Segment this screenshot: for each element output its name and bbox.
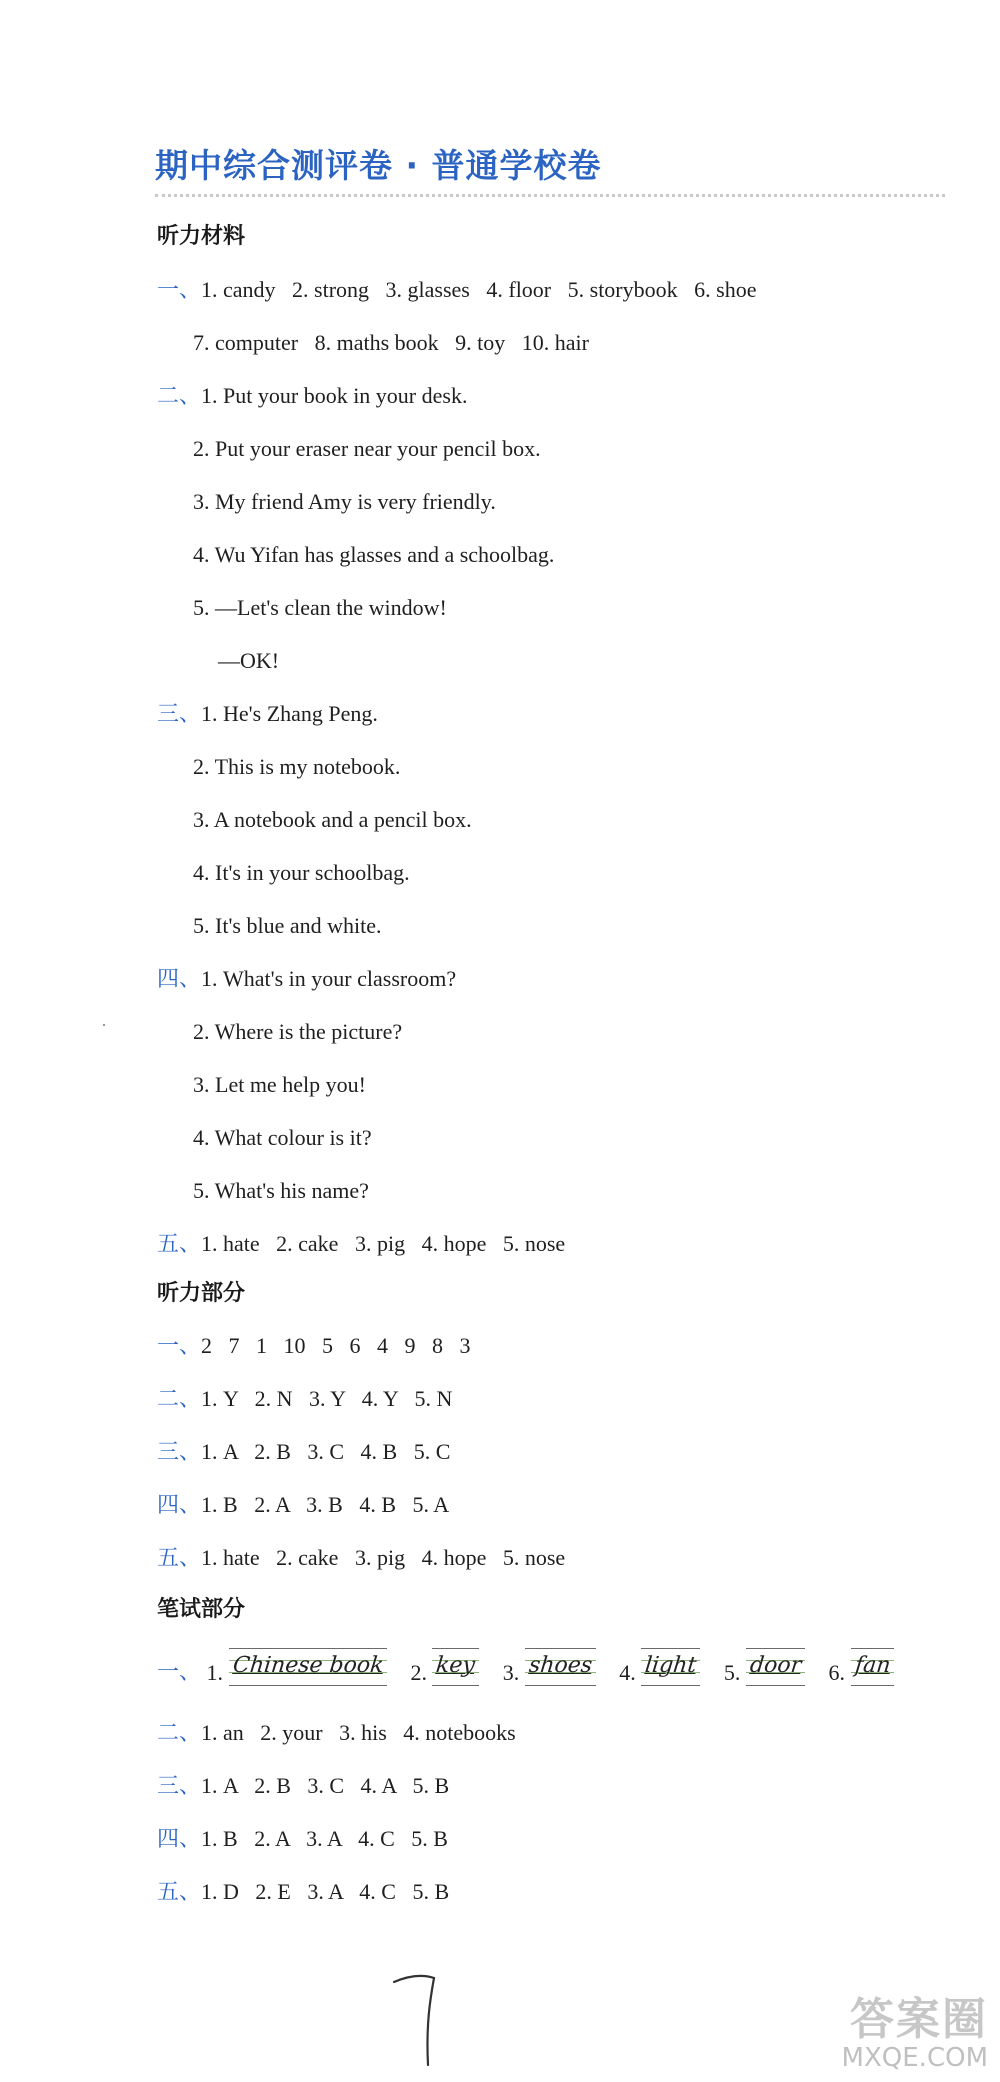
lp-section-3: 三、1. A 2. B 3. C 4. B 5. C (157, 1439, 451, 1465)
lm-section-2-line-3: 3. My friend Amy is very friendly. (193, 489, 496, 514)
handwritten-word: shoes (527, 1653, 594, 1678)
section-label: 四、 (157, 1493, 202, 1518)
section-label: 二、 (157, 1387, 202, 1412)
section-label: 三、 (157, 1440, 202, 1465)
listening-part-heading: 听力部分 (157, 1281, 246, 1306)
section-label: 五、 (157, 1546, 202, 1571)
wp-section-2: 二、1. an 2. your 3. his 4. notebooks (157, 1720, 516, 1746)
handwritten-answer-3: 3. shoes (503, 1648, 596, 1686)
handwritten-word: light (643, 1653, 698, 1678)
lm-section-2-line-4: 4. Wu Yifan has glasses and a schoolbag. (193, 542, 555, 567)
four-line-grid (432, 1648, 479, 1686)
lm-section-3-line-5: 5. It's blue and white. (193, 913, 382, 938)
handwritten-word: Chinese book (231, 1653, 385, 1678)
lm-section-4-line-4: 4. What colour is it? (193, 1125, 372, 1150)
handwritten-word: door (748, 1653, 803, 1678)
listening-material-heading: 听力材料 (157, 224, 246, 249)
lp-section-4: 四、1. B 2. A 3. B 4. B 5. A (157, 1492, 450, 1518)
handwritten-word: key (435, 1653, 477, 1678)
handwritten-answer-1: 1. Chinese book (207, 1648, 387, 1686)
wp-section-5: 五、1. D 2. E 3. A 4. C 5. B (157, 1879, 450, 1905)
handwritten-word: fan (853, 1653, 892, 1678)
stray-dot (103, 1024, 105, 1026)
watermark-url: MXQE.COM (841, 2043, 988, 2073)
lm-section-1-line-2: 7. computer 8. maths book 9. toy 10. hair (193, 330, 589, 355)
four-line-grid (746, 1648, 805, 1686)
page-title: 期中综合测评卷 · 普通学校卷 (155, 146, 602, 185)
lp-section-1: 一、2 7 1 10 5 6 4 9 8 3 (157, 1333, 471, 1359)
lm-section-1-line-1: 一、1. candy 2. strong 3. glasses 4. floor 5. storybook 6. shoe (157, 277, 757, 303)
handwritten-answer-2: 2. key (410, 1648, 479, 1686)
section-label: 二、 (157, 384, 202, 409)
section-label: 二、 (157, 1721, 202, 1746)
wp-section-3: 三、1. A 2. B 3. C 4. A 5. B (157, 1773, 450, 1799)
wp-section-1 (157, 1648, 912, 1692)
four-line-grid (525, 1648, 596, 1686)
watermark (842, 1996, 988, 2072)
lm-section-4-line-3: 3. Let me help you! (193, 1072, 366, 1097)
handwritten-page-number (390, 1970, 450, 2070)
lm-section-2-line-6: —OK! (218, 648, 280, 673)
lm-section-3-line-1: 三、1. He's Zhang Peng. (157, 701, 378, 727)
lm-section-2-line-1: 二、1. Put your book in your desk. (157, 383, 468, 409)
handwritten-answer-6: 6. fan (829, 1648, 894, 1686)
written-part-heading: 笔试部分 (157, 1597, 246, 1622)
section-label: 一、 (157, 1660, 202, 1685)
lm-section-4-line-2: 2. Where is the picture? (193, 1019, 403, 1044)
lm-section-3-line-3: 3. A notebook and a pencil box. (193, 807, 472, 832)
section-label: 一、 (157, 278, 202, 303)
lm-section-2-line-5: 5. —Let's clean the window! (193, 595, 447, 620)
watermark-logo: 答案圈 (850, 1994, 988, 2045)
section-label: 四、 (157, 967, 202, 992)
four-line-grid (229, 1648, 387, 1686)
title-divider (155, 194, 945, 197)
lp-section-5: 五、1. hate 2. cake 3. pig 4. hope 5. nose (157, 1545, 566, 1571)
lm-section-4-line-1: 四、1. What's in your classroom? (157, 966, 457, 992)
section-label: 三、 (157, 702, 202, 727)
handwritten-answer-4: 4. light (619, 1648, 700, 1686)
handwritten-answer-5: 5. door (724, 1648, 805, 1686)
lm-section-3-line-4: 4. It's in your schoolbag. (193, 860, 410, 885)
section-label: 四、 (157, 1827, 202, 1852)
lp-section-2: 二、1. Y 2. N 3. Y 4. Y 5. N (157, 1386, 453, 1412)
lm-section-5-line-1: 五、1. hate 2. cake 3. pig 4. hope 5. nose (157, 1231, 566, 1257)
four-line-grid (851, 1648, 894, 1686)
section-label: 一、 (157, 1334, 202, 1359)
lm-section-3-line-2: 2. This is my notebook. (193, 754, 401, 779)
lm-section-2-line-2: 2. Put your eraser near your pencil box. (193, 436, 541, 461)
section-label: 五、 (157, 1232, 202, 1257)
lm-section-4-line-5: 5. What's his name? (193, 1178, 369, 1203)
section-label: 三、 (157, 1774, 202, 1799)
four-line-grid (641, 1648, 700, 1686)
wp-section-4: 四、1. B 2. A 3. A 4. C 5. B (157, 1826, 448, 1852)
section-label: 五、 (157, 1880, 202, 1905)
